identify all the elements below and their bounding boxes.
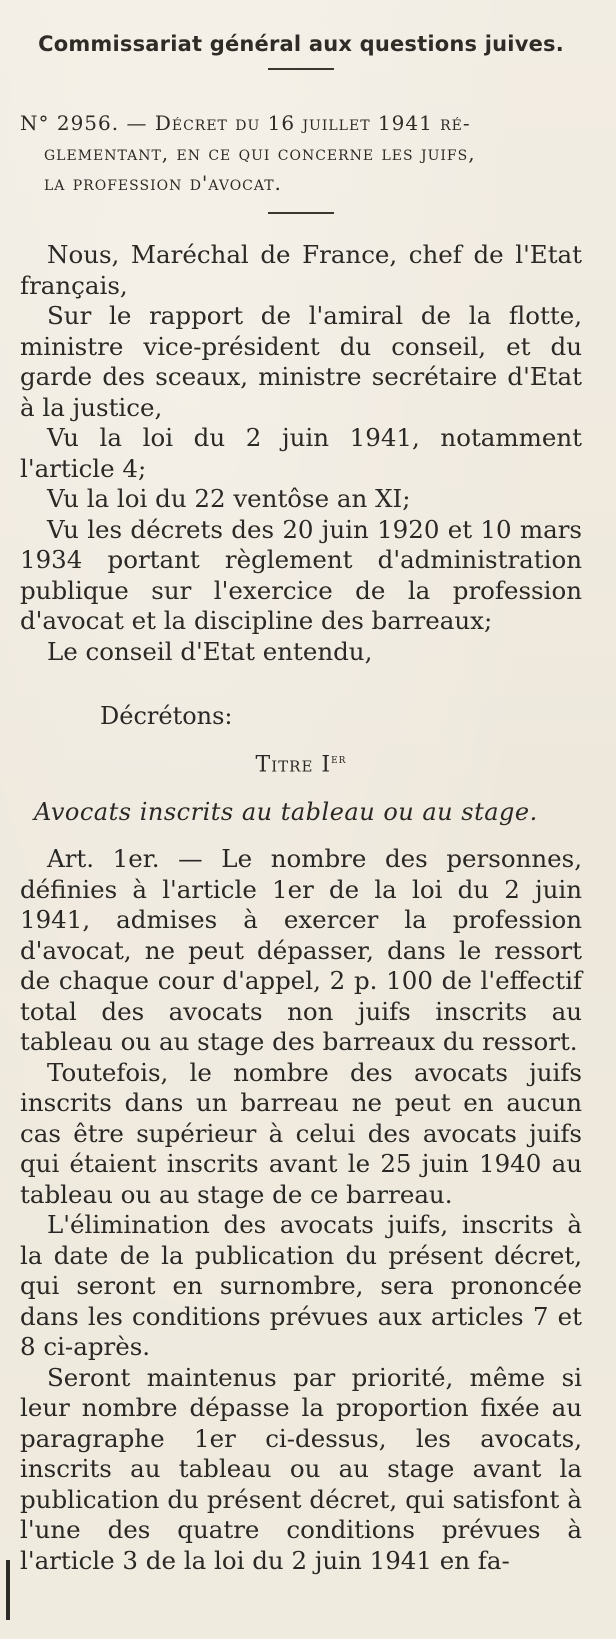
titre-heading <box>20 745 582 780</box>
preamble-paragraph: Vu la loi du 2 juin 1941, notamment l'article 4; <box>20 423 582 483</box>
decretons-heading: Décrétons: <box>100 702 233 730</box>
header-divider <box>268 68 334 70</box>
titre-suffix: er <box>331 752 347 767</box>
preamble-paragraph: Sur le rapport de l'amiral de la flotte, ministre vice-président du conseil, et du garde des sceaux, ministre secrétaire d'Etat à la justice, <box>20 301 582 422</box>
article-paragraph: Toutefois, le nombre des avocats juifs inscrits dans un barreau ne peut en aucun cas être supérieur à celui des avocats juifs qui étaient inscrits avant le 25 juin 1940 au tableau ou au stage de ce barreau. <box>20 1057 582 1209</box>
article-paragraph: Art. 1er. — Le nombre des personnes, définies à l'article 1er de la loi du 2 juin 1941, admises à exercer la profession d'avocat, ne peut dépasser, dans le ressort de chaque cour d'appel, 2 p. 100 de l'effectif total des avocats non juifs inscrits au tableau ou au stage des barreaux du ressort. <box>20 844 582 1057</box>
preamble-paragraph: Vu les décrets des 20 juin 1920 et 10 mars 1934 portant règlement d'administration publique sur l'exercice de la profession d'avocat et la discipline des barreaux; <box>20 514 582 635</box>
preamble <box>20 240 582 667</box>
preamble-paragraph: Nous, Maréchal de France, chef de l'Etat français, <box>20 240 582 300</box>
titre-label: Titre I <box>255 752 332 778</box>
decree-title <box>20 108 582 198</box>
preamble-paragraph: Le conseil d'Etat entendu, <box>47 636 373 666</box>
article-paragraph: Seront maintenus par priorité, même si leur nombre dépasse la proportion fixée au paragraphe 1er ci-dessus, les avocats, inscrits au tableau ou au stage avant la publication du présent décret, qui satisfont à l'une des quatre conditions prévues à l'article 3 de la loi du 2 juin 1941 en fa- <box>20 1362 582 1575</box>
decree-title-line-3: la profession d'avocat. <box>44 171 282 195</box>
decree-title-line-1: N° 2956. — Décret du 16 juillet 1941 ré- <box>20 111 471 135</box>
title-divider <box>268 212 334 214</box>
margin-rule <box>6 1560 10 1620</box>
section-title: Avocats inscrits au tableau ou au stage. <box>34 798 538 827</box>
preamble-paragraph: Vu la loi du 22 ventôse an XI; <box>47 484 411 513</box>
document-header: Commissariat général aux questions juives. <box>38 32 564 56</box>
decree-title-line-2: glementant, en ce qui concerne les juifs, <box>44 141 476 165</box>
article-paragraph: L'élimination des avocats juifs, inscrits à la date de la publication du présent décret, qui seront en surnombre, sera prononcée dans les conditions prévues aux articles 7 et 8 ci-après. <box>20 1210 582 1362</box>
articles <box>20 844 582 1576</box>
